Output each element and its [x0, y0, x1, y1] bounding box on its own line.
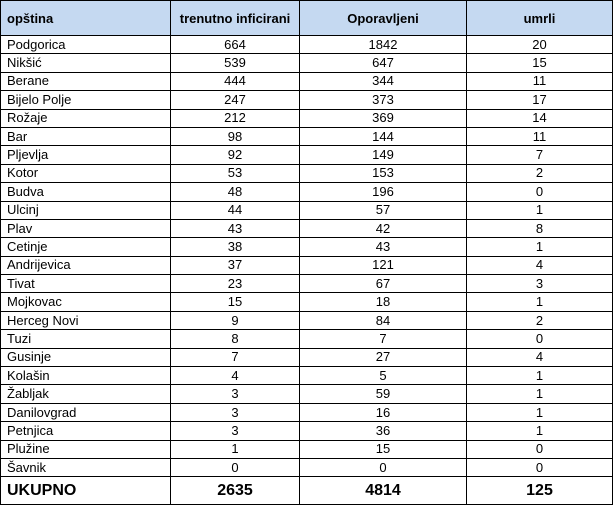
- currently-infected-cell: 444: [171, 72, 300, 90]
- recovered-cell: 1842: [300, 36, 467, 54]
- currently-infected-cell: 4: [171, 367, 300, 385]
- table-footer: [1, 477, 613, 505]
- table-row: [1, 275, 613, 293]
- municipality-cell: Herceg Novi: [1, 311, 171, 329]
- currently-infected-cell: 38: [171, 238, 300, 256]
- municipality-cell: Kolašin: [1, 367, 171, 385]
- deaths-cell: 17: [467, 91, 613, 109]
- table-row: [1, 440, 613, 458]
- deaths-cell: 14: [467, 109, 613, 127]
- recovered-cell: 344: [300, 72, 467, 90]
- table-row: [1, 330, 613, 348]
- recovered-cell: 57: [300, 201, 467, 219]
- deaths-cell: 11: [467, 72, 613, 90]
- municipality-cell: Plav: [1, 219, 171, 237]
- table-row: [1, 238, 613, 256]
- total-row: [1, 477, 613, 505]
- deaths-cell: 1: [467, 293, 613, 311]
- currently-infected-cell: 9: [171, 311, 300, 329]
- currently-infected-cell: 92: [171, 146, 300, 164]
- table-row: [1, 54, 613, 72]
- deaths-cell: 0: [467, 458, 613, 476]
- recovered-cell: 373: [300, 91, 467, 109]
- municipality-cell: Nikšić: [1, 54, 171, 72]
- municipality-cell: Podgorica: [1, 36, 171, 54]
- table-row: [1, 348, 613, 366]
- municipality-cell: Kotor: [1, 164, 171, 182]
- municipality-cell: Tuzi: [1, 330, 171, 348]
- header-row: [1, 1, 613, 36]
- recovered-cell: 27: [300, 348, 467, 366]
- table-row: [1, 293, 613, 311]
- currently-infected-cell: 23: [171, 275, 300, 293]
- recovered-cell: 5: [300, 367, 467, 385]
- deaths-cell: 3: [467, 275, 613, 293]
- municipality-cell: Žabljak: [1, 385, 171, 403]
- deaths-cell: 1: [467, 385, 613, 403]
- deaths-cell: 8: [467, 219, 613, 237]
- currently-infected-cell: 37: [171, 256, 300, 274]
- table-row: [1, 127, 613, 145]
- recovered-cell: 647: [300, 54, 467, 72]
- table-header: [1, 1, 613, 36]
- municipality-cell: Plužine: [1, 440, 171, 458]
- currently-infected-cell: 48: [171, 183, 300, 201]
- municipality-cell: Gusinje: [1, 348, 171, 366]
- municipality-cell: Budva: [1, 183, 171, 201]
- currently-infected-cell: 0: [171, 458, 300, 476]
- currently-infected-cell: 98: [171, 127, 300, 145]
- recovered-cell: 43: [300, 238, 467, 256]
- municipality-cell: Ulcinj: [1, 201, 171, 219]
- currently-infected-cell: 3: [171, 385, 300, 403]
- currently-infected-cell: 7: [171, 348, 300, 366]
- currently-infected-cell: 53: [171, 164, 300, 182]
- deaths-cell: 4: [467, 348, 613, 366]
- table-row: [1, 72, 613, 90]
- municipality-cell: Šavnik: [1, 458, 171, 476]
- deaths-cell: 20: [467, 36, 613, 54]
- column-header-recovered: Oporavljeni: [300, 1, 467, 36]
- table-row: [1, 403, 613, 421]
- column-header-currently-infected: trenutno inficirani: [171, 1, 300, 36]
- deaths-cell: 1: [467, 422, 613, 440]
- table-row: [1, 109, 613, 127]
- municipality-cell: Mojkovac: [1, 293, 171, 311]
- currently-infected-cell: 664: [171, 36, 300, 54]
- deaths-cell: 2: [467, 164, 613, 182]
- recovered-cell: 59: [300, 385, 467, 403]
- recovered-cell: 18: [300, 293, 467, 311]
- currently-infected-cell: 539: [171, 54, 300, 72]
- deaths-cell: 0: [467, 330, 613, 348]
- municipality-cell: Danilovgrad: [1, 403, 171, 421]
- municipality-cell: Berane: [1, 72, 171, 90]
- currently-infected-cell: 44: [171, 201, 300, 219]
- municipality-cell: Bar: [1, 127, 171, 145]
- table-row: [1, 256, 613, 274]
- currently-infected-cell: 3: [171, 422, 300, 440]
- recovered-cell: 7: [300, 330, 467, 348]
- table-row: [1, 219, 613, 237]
- table-row: [1, 201, 613, 219]
- municipality-cell: Andrijevica: [1, 256, 171, 274]
- recovered-cell: 149: [300, 146, 467, 164]
- recovered-cell: 16: [300, 403, 467, 421]
- table-row: [1, 183, 613, 201]
- recovered-cell: 84: [300, 311, 467, 329]
- table-row: [1, 385, 613, 403]
- deaths-cell: 0: [467, 440, 613, 458]
- recovered-cell: 369: [300, 109, 467, 127]
- deaths-cell: 7: [467, 146, 613, 164]
- currently-infected-cell: 15: [171, 293, 300, 311]
- total-label: UKUPNO: [1, 477, 171, 505]
- municipality-cell: Cetinje: [1, 238, 171, 256]
- recovered-cell: 0: [300, 458, 467, 476]
- total-currently-infected: 2635: [171, 477, 300, 505]
- table-row: [1, 146, 613, 164]
- table-row: [1, 367, 613, 385]
- recovered-cell: 67: [300, 275, 467, 293]
- municipality-cell: Tivat: [1, 275, 171, 293]
- deaths-cell: 15: [467, 54, 613, 72]
- deaths-cell: 11: [467, 127, 613, 145]
- currently-infected-cell: 43: [171, 219, 300, 237]
- table-body: [1, 36, 613, 477]
- currently-infected-cell: 212: [171, 109, 300, 127]
- column-header-deaths: umrli: [467, 1, 613, 36]
- currently-infected-cell: 3: [171, 403, 300, 421]
- deaths-cell: 1: [467, 403, 613, 421]
- table-row: [1, 458, 613, 476]
- municipality-cell: Pljevlja: [1, 146, 171, 164]
- recovered-cell: 15: [300, 440, 467, 458]
- currently-infected-cell: 1: [171, 440, 300, 458]
- deaths-cell: 4: [467, 256, 613, 274]
- table-row: [1, 422, 613, 440]
- table-row: [1, 164, 613, 182]
- deaths-cell: 1: [467, 367, 613, 385]
- recovered-cell: 196: [300, 183, 467, 201]
- deaths-cell: 1: [467, 201, 613, 219]
- table-row: [1, 91, 613, 109]
- recovered-cell: 121: [300, 256, 467, 274]
- deaths-cell: 1: [467, 238, 613, 256]
- recovered-cell: 36: [300, 422, 467, 440]
- total-recovered: 4814: [300, 477, 467, 505]
- deaths-cell: 0: [467, 183, 613, 201]
- recovered-cell: 153: [300, 164, 467, 182]
- currently-infected-cell: 8: [171, 330, 300, 348]
- recovered-cell: 144: [300, 127, 467, 145]
- municipality-cell: Petnjica: [1, 422, 171, 440]
- municipality-cell: Rožaje: [1, 109, 171, 127]
- total-deaths: 125: [467, 477, 613, 505]
- municipality-cell: Bijelo Polje: [1, 91, 171, 109]
- currently-infected-cell: 247: [171, 91, 300, 109]
- deaths-cell: 2: [467, 311, 613, 329]
- recovered-cell: 42: [300, 219, 467, 237]
- column-header-municipality: opština: [1, 1, 171, 36]
- table-row: [1, 311, 613, 329]
- table-row: [1, 36, 613, 54]
